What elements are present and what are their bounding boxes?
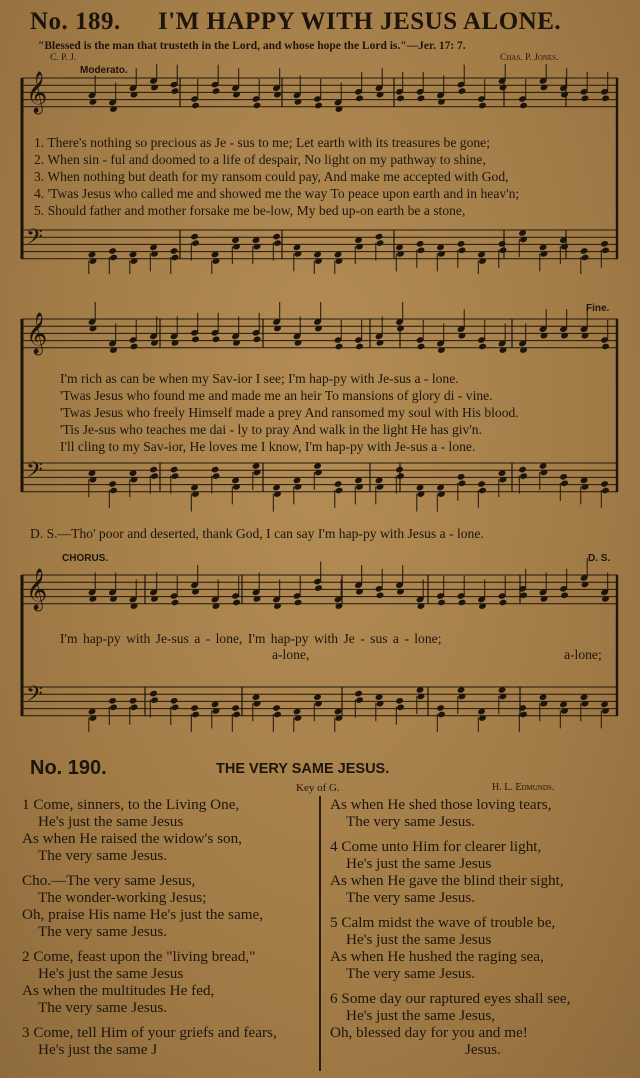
verse-line: Oh, blessed day for you and me! bbox=[330, 1024, 528, 1041]
verse-line: Jesus. bbox=[465, 1041, 501, 1058]
treble-staff bbox=[22, 302, 618, 355]
verse-line: The very same Jesus. bbox=[346, 813, 476, 830]
verse-line: He's just the same Jesus bbox=[346, 855, 492, 872]
verse-line-4b: 'Tis Je-sus who teaches me dai - ly to pray And walk in the light He has giv'n. bbox=[60, 422, 482, 437]
hymn-189-epigraph: "Blessed is the man that trusteth in the Lord, and whose hope the Lord is."—Jer. 17: 7. bbox=[38, 40, 466, 52]
fine-marking: Fine. bbox=[586, 303, 610, 314]
verse-line: 4 Come unto Him for clearer light, bbox=[330, 838, 542, 855]
column-divider bbox=[319, 796, 321, 1071]
verse-line: 5 Calm midst the wave of trouble be, bbox=[330, 914, 556, 931]
treble-clef-icon: 𝄞 bbox=[26, 569, 48, 610]
ds-marking: D. S. bbox=[588, 553, 611, 564]
verse-line: He's just the same Jesus bbox=[38, 965, 184, 982]
bass-staff bbox=[22, 225, 618, 274]
verse-line bbox=[330, 830, 570, 838]
hymn-190-title: THE VERY SAME JESUS. bbox=[216, 761, 390, 777]
treble-clef-icon: 𝄞 bbox=[26, 72, 48, 113]
treble-staff bbox=[22, 558, 618, 611]
chorus-echo-2: a-lone; bbox=[564, 647, 602, 662]
treble-clef-icon: 𝄞 bbox=[26, 313, 48, 354]
verse-line: The very same Jesus. bbox=[38, 999, 168, 1016]
verse-line: 6 Some day our raptured eyes shall see, bbox=[330, 990, 571, 1007]
hymn-190-left-column bbox=[22, 796, 277, 1058]
verse-line: Cho.—The very same Jesus, bbox=[22, 872, 196, 889]
bass-clef-icon: 𝄢 bbox=[26, 225, 43, 255]
verse-line: He's just the same Jesus bbox=[346, 931, 492, 948]
ds-line: D. S.—Tho' poor and deserted, thank God, I can say I'm hap-py with Jesus a - lone. bbox=[30, 526, 484, 541]
verse-line: He's just the same Jesus bbox=[38, 813, 184, 830]
hymn-190-right-column bbox=[330, 796, 570, 1058]
verse-line-5b: I'll cling to my Sav-ior, He loves me I know, I'm hap-py with Je-sus a - lone. bbox=[60, 439, 476, 454]
tempo-marking: Moderato. bbox=[80, 65, 128, 76]
verse-line: He's just the same Jesus, bbox=[346, 1007, 496, 1024]
verse-line-1a: 1. There's nothing so precious as Je - sus to me; Let earth with its treasures be gone; bbox=[34, 135, 490, 150]
verse-line: He's just the same J bbox=[38, 1041, 158, 1058]
verse-line: Oh, praise His name He's just the same, bbox=[22, 906, 264, 923]
hymn-189-title: I'M HAPPY WITH JESUS ALONE. bbox=[158, 8, 562, 35]
verse-line bbox=[22, 940, 277, 948]
hymn-189-number: No. 189. bbox=[30, 8, 121, 35]
hymn-189-composer: Chas. P. Jones. bbox=[500, 53, 559, 63]
verse-line: The very same Jesus. bbox=[346, 889, 476, 906]
verse-line: 3 Come, tell Him of your griefs and fears, bbox=[22, 1024, 277, 1041]
verse-line bbox=[330, 982, 570, 990]
verse-line: 1 Come, sinners, to the Living One, bbox=[22, 796, 240, 813]
verse-line: As when the multitudes He fed, bbox=[22, 982, 215, 999]
verse-line: The very same Jesus. bbox=[38, 847, 168, 864]
bass-clef-icon: 𝄢 bbox=[26, 682, 43, 712]
chorus-echo-1: a-lone, bbox=[272, 647, 310, 662]
verse-line bbox=[330, 906, 570, 914]
verse-line-3a: 3. When nothing but death for my ransom could pay, And make me accepted with God, bbox=[34, 169, 509, 184]
verse-line-2a: 2. When sin - ful and doomed to a life of despair, No light on my pathway to shine, bbox=[34, 152, 486, 167]
verse-line: As when He hushed the raging sea, bbox=[330, 948, 544, 965]
verse-line bbox=[22, 864, 277, 872]
verse-line: The wonder-working Jesus; bbox=[38, 889, 207, 906]
verse-line-1b: I'm rich as can be when my Sav-ior I see; I'm hap-py with Je-sus a - lone. bbox=[60, 371, 459, 386]
verse-block-a bbox=[34, 134, 519, 219]
chorus-line: I'm hap-py with Je-sus a - lone, I'm hap-py with Je - sus a - lone; bbox=[60, 631, 442, 646]
hymn-190-number: No. 190. bbox=[30, 757, 107, 779]
treble-staff bbox=[22, 64, 618, 114]
verse-line: The very same Jesus. bbox=[346, 965, 476, 982]
verse-line: As when He raised the widow's son, bbox=[22, 830, 242, 847]
bass-clef-icon: 𝄢 bbox=[26, 458, 43, 488]
bass-staff bbox=[22, 682, 618, 732]
hymn-189-words-author: C. P. J. bbox=[50, 53, 77, 63]
chorus-label: CHORUS. bbox=[62, 553, 109, 564]
verse-line-3b: 'Twas Jesus who freely Himself made a prey And ransomed my soul with His blood. bbox=[60, 405, 519, 420]
bass-staff bbox=[22, 458, 618, 512]
verse-block-b bbox=[60, 370, 519, 455]
verse-line: The very same Jesus. bbox=[38, 923, 168, 940]
hymn-190-key: Key of G. bbox=[296, 782, 340, 794]
verse-line: 2 Come, feast upon the "living bread," bbox=[22, 948, 256, 965]
verse-line: As when He shed those loving tears, bbox=[330, 796, 552, 813]
verse-line-5a: 5. Should father and mother forsake me be-low, My bed up-on earth be a stone, bbox=[34, 203, 466, 218]
hymn-190-author: H. L. Edmunds. bbox=[492, 782, 555, 793]
verse-line-4a: 4. 'Twas Jesus who called me and showed me the way To peace upon earth and in heav'n; bbox=[34, 186, 520, 201]
verse-line bbox=[22, 1016, 277, 1024]
verse-line: As when He gave the blind their sight, bbox=[330, 872, 564, 889]
verse-line-2b: 'Twas Jesus who found me and made me an heir To mansions of glory di - vine. bbox=[60, 388, 493, 403]
